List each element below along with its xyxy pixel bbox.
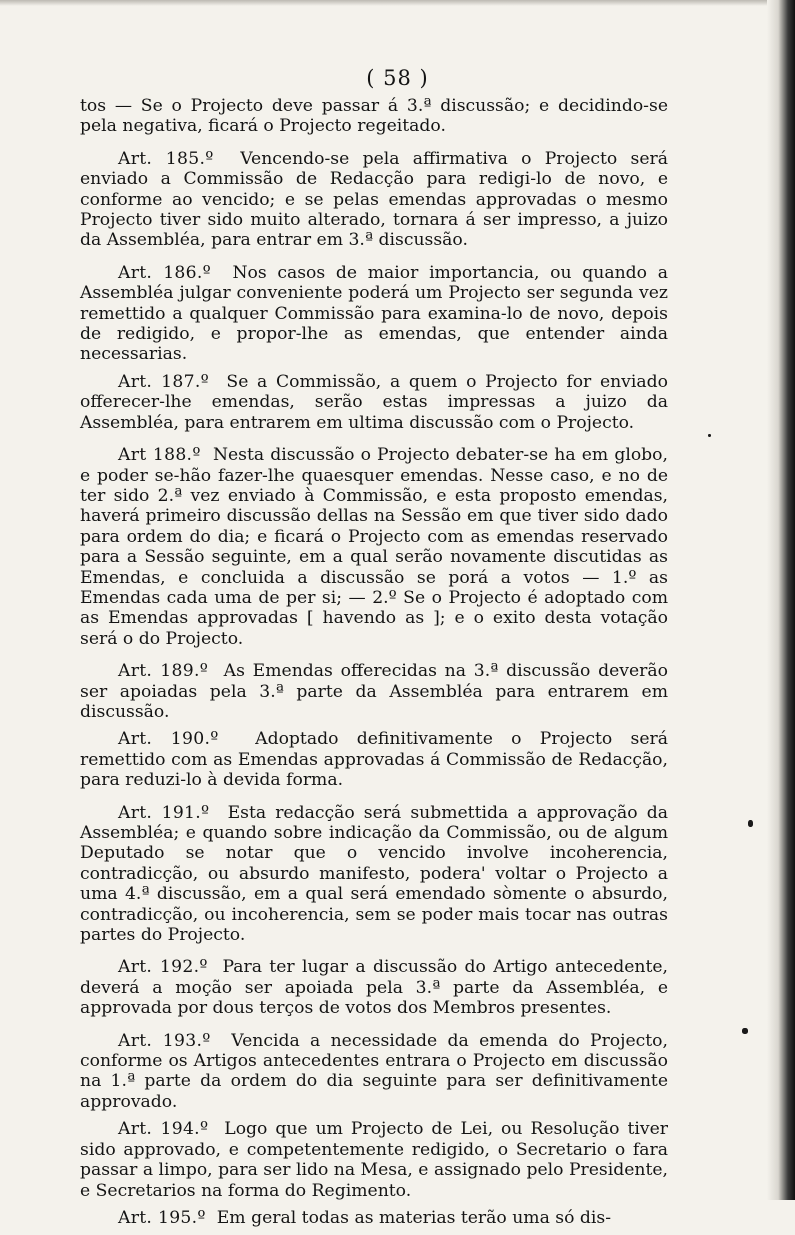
article-text: Nos casos de maior importancia, ou quando a Assembléa julgar conveniente poderá um Projecto ser segunda vez remettido a qualquer Commissão para examina-lo de novo, depois de redigido, e propor-lhe as emendas, que entender ainda necessarias. [80, 262, 668, 365]
article-number: Art. 189.º [118, 661, 209, 682]
page-number: ( 58 ) [366, 66, 429, 90]
paragraph-text: tos — Se o Projecto deve passar á 3.ª discussão; e decidindo-se pela negativa, ficará o Projecto regeitado. [80, 96, 668, 137]
article-text: Adoptado definitivamente o Projecto será remettido com as Emendas approvadas á Commissão de Redacção, para reduzi-lo à devida forma. [80, 729, 668, 791]
article-192 [80, 957, 668, 1018]
article-text: Nesta discussão o Projecto debater-se ha em globo, e poder se-hão fazer-lhe quaesquer emendas. Nesse caso, e no de ter sido 2.ª vez enviado à Commissão, e esta proposto emendas, haverá primeiro discussão dellas na Sessão em que tiver sido dado para ordem do dia; e ficará o Projecto com as emendas reservado para a Sessão seguinte, em a qual serão novamente discutidas as Emendas, e concluida a discussão se porá a votos — 1.º as Emendas cada uma de per si; — 2.º Se o Projecto é adoptado com as Emendas approvadas [ havendo as ]; e o exito desta votação será o do Projecto. [80, 445, 668, 649]
page-binding-edge [767, 0, 795, 1200]
article-number: Art. 190.º [118, 729, 219, 750]
article-189 [80, 661, 668, 722]
article-191 [80, 803, 668, 946]
article-190 [80, 729, 668, 790]
article-185 [80, 149, 668, 251]
article-text: As Emendas offerecidas na 3.ª discussão deverão ser apoiadas pela 3.ª parte da Assembléa para entrarem em discussão. [80, 661, 668, 722]
article-186 [80, 263, 668, 365]
article-text: Em geral todas as materias terão uma só dis- [216, 1207, 612, 1228]
article-187 [80, 372, 668, 433]
document-body [80, 96, 668, 1235]
article-text: Logo que um Projecto de Lei, ou Resolução tiver sido approvado, e competentemente redigido, o Secretario o fara passar a limpo, para ser lido na Mesa, e assignado pelo Presidente, e Secretarios na forma do Regimento. [80, 1119, 668, 1201]
article-number: Art. 192.º [118, 957, 208, 978]
ink-speck [708, 434, 711, 437]
article-number: Art. 195.º [118, 1207, 206, 1228]
article-number: Art. 187.º [118, 371, 210, 392]
article-195 [80, 1208, 668, 1228]
article-188 [80, 445, 668, 649]
article-text: Vencida a necessidade da emenda do Projecto, conforme os Artigos antecedentes entrara o Projecto em discussão na 1.ª parte da ordem do dia seguinte para ser definitivamente approvado. [80, 1030, 668, 1112]
article-number: Art. 194.º [118, 1119, 209, 1140]
article-text: Esta redacção será submettida a approvação da Assembléa; e quando sobre indicação da Commissão, ou de algum Deputado se notar que o vencido involve incoherencia, contradicção, ou absurdo manifesto, podera' voltar o Projecto a uma 4.ª discussão, em a qual será emendado sòmente o absurdo, contradicção, ou incoherencia, sem se poder mais tocar nas outras partes do Projecto. [80, 802, 668, 946]
article-number: Art. 186.º [118, 262, 212, 283]
ink-speck [748, 820, 753, 827]
ink-speck [742, 1028, 748, 1034]
article-number: Art. 191.º [118, 802, 210, 823]
article-number: Art. 185.º [118, 148, 214, 169]
article-193 [80, 1031, 668, 1113]
article-text: Vencendo-se pela affirmativa o Projecto será enviado a Commissão de Redacção para redigi-lo de novo, e conforme ao vencido; e se pelas emendas approvadas o mesmo Projecto tiver sido muito alterado, tornara á ser impresso, a juizo da Assembléa, para entrar em 3.ª discussão. [80, 148, 668, 251]
article-number: Art 188.º [118, 445, 201, 466]
article-text: Se a Commissão, a quem o Projecto for enviado offerecer-lhe emendas, serão estas impressas a juizo da Assembléa, para entrarem em ultima discussão com o Projecto. [80, 371, 668, 433]
page-top-shadow [0, 0, 795, 6]
article-194 [80, 1119, 668, 1201]
article-number: Art. 193.º [118, 1030, 211, 1051]
paragraph-continuation [80, 96, 668, 137]
article-text: Para ter lugar a discussão do Artigo antecedente, deverá a moção ser apoiada pela 3.ª parte da Assembléa, e approvada por dous terços de votos dos Membros presentes. [80, 957, 668, 1019]
